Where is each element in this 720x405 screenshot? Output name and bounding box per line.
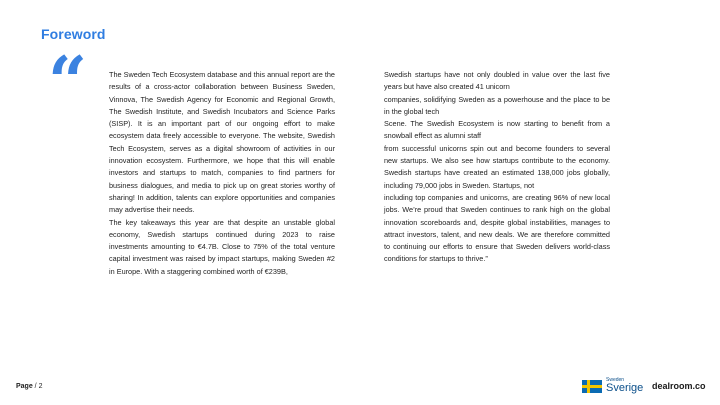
sweden-logo-text (606, 378, 643, 394)
paragraph: companies, solidifying Sweden as a powerhouse and the place to be in the global tech (384, 94, 610, 116)
page-separator: / (32, 383, 39, 390)
quote-mark-icon: “ (48, 42, 88, 122)
paragraph: including top companies and unicorns, are creating 96% of new local jobs. We’re proud that Sweden continues to rank high on the global innovation scoreboards and, despite global instabilities, manages to attract investors, talent, and new deals. We are therefore committed to continuing our efforts to ensure that Sweden delivers world-class conditions for startups to thrive.” (384, 192, 610, 264)
left-text-column (109, 69, 335, 278)
paragraph: Swedish startups have not only doubled in value over the last five years but have also created 41 unicorn (384, 70, 610, 92)
paragraph: Scene. The Swedish Ecosystem is now starting to benefit from a snowball effect as alumni staff (384, 119, 610, 141)
paragraph: from successful unicorns spin out and become founders to several new startups. We also see how startups contribute to the economy. Swedish startups have created an estimated 138,000 jobs globally, including 79,000 jobs in Sweden. Startups, not (384, 143, 610, 190)
dealroom-logo: dealroom.co (652, 381, 706, 391)
right-text-column (384, 69, 610, 266)
paragraph: The key takeaways this year are that despite an unstable global economy, Swedish startups continued during 2023 to raise investments amounting to €4.7B. Close to 75% of the total venture capital investment was raised by impact startups, making Sweden #2 in Europe. With a staggering combined worth of €239B, (109, 217, 335, 276)
sweden-logo-small: Sweden (606, 377, 625, 383)
page-label: Page (16, 383, 33, 390)
page-number-value: 2 (38, 383, 43, 390)
swedish-flag-icon (582, 380, 602, 393)
page-title: Foreword (41, 26, 106, 42)
page-number (16, 383, 42, 390)
sweden-logo-big: Sverige (606, 382, 644, 394)
paragraph: The Sweden Tech Ecosystem database and this annual report are the results of a cross-actor collaboration between Business Sweden, Vinnova, The Swedish Agency for Economic and Regional Growth, The Swedish Institute, and Swedish Incubators and Science Parks (SISP). It is an important part of our ongoing effort to make ecosystem data freely accessible to everyone. The website, Swedish Tech Ecosystem, serves as a digital showroom of activities in our innovation ecosystem. Furthermore, we hope that this will enable investors and startups to match, companies to find partners for business dialogues, and media to pick up on great stories worthy of sharing! In addition, talents can explore opportunities and companies may advertise their needs. (109, 70, 335, 215)
sweden-sverige-logo (582, 378, 643, 394)
